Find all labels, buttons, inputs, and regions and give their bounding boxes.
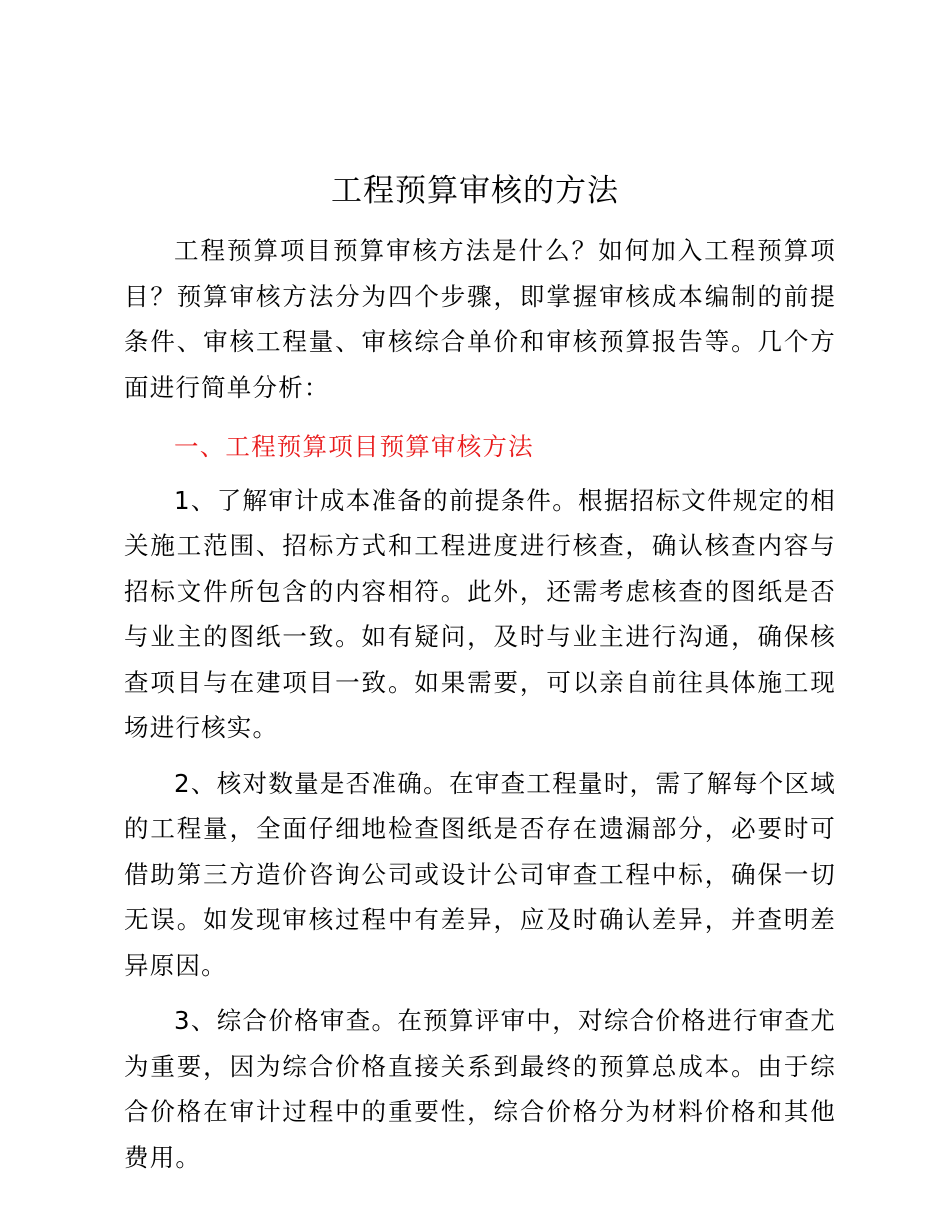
- document-title: 工程预算审核的方法: [331, 173, 619, 209]
- paragraph-item-3: 3、综合价格审查。在预算评审中，对综合价格进行审查尤为重要，因为综合价格直接关系到最终的预算总成本。由于综合价格在审计过程中的重要性，综合价格分为材料价格和其他费用。: [124, 1006, 836, 1172]
- intro-paragraph: 工程预算项目预算审核方法是什么？如何加入工程预算项目？预算审核方法分为四个步骤，即掌握审核成本编制的前提条件、审核工程量、审核综合单价和审核预算报告等。几个方面进行简单分析：: [124, 236, 836, 402]
- document-body: [124, 228, 836, 1190]
- section-heading: 一、工程预算项目预算审核方法: [174, 432, 534, 461]
- paragraph-item-2: 2、核对数量是否准确。在审查工程量时，需了解每个区域的工程量，全面仔细地检查图纸是否存在遗漏部分，必要时可借助第三方造价咨询公司或设计公司审查工程中标，确保一切无误。如发现审核过程中有差异，应及时确认差异，并查明差异原因。: [124, 768, 836, 980]
- paragraph-item-1: 1、了解审计成本准备的前提条件。根据招标文件规定的相关施工范围、招标方式和工程进度进行核查，确认核查内容与招标文件所包含的内容相符。此外，还需考虑核查的图纸是否与业主的图纸一致。如有疑问，及时与业主进行沟通，确保核查项目与在建项目一致。如果需要，可以亲自前往具体施工现场进行核实。: [124, 485, 836, 742]
